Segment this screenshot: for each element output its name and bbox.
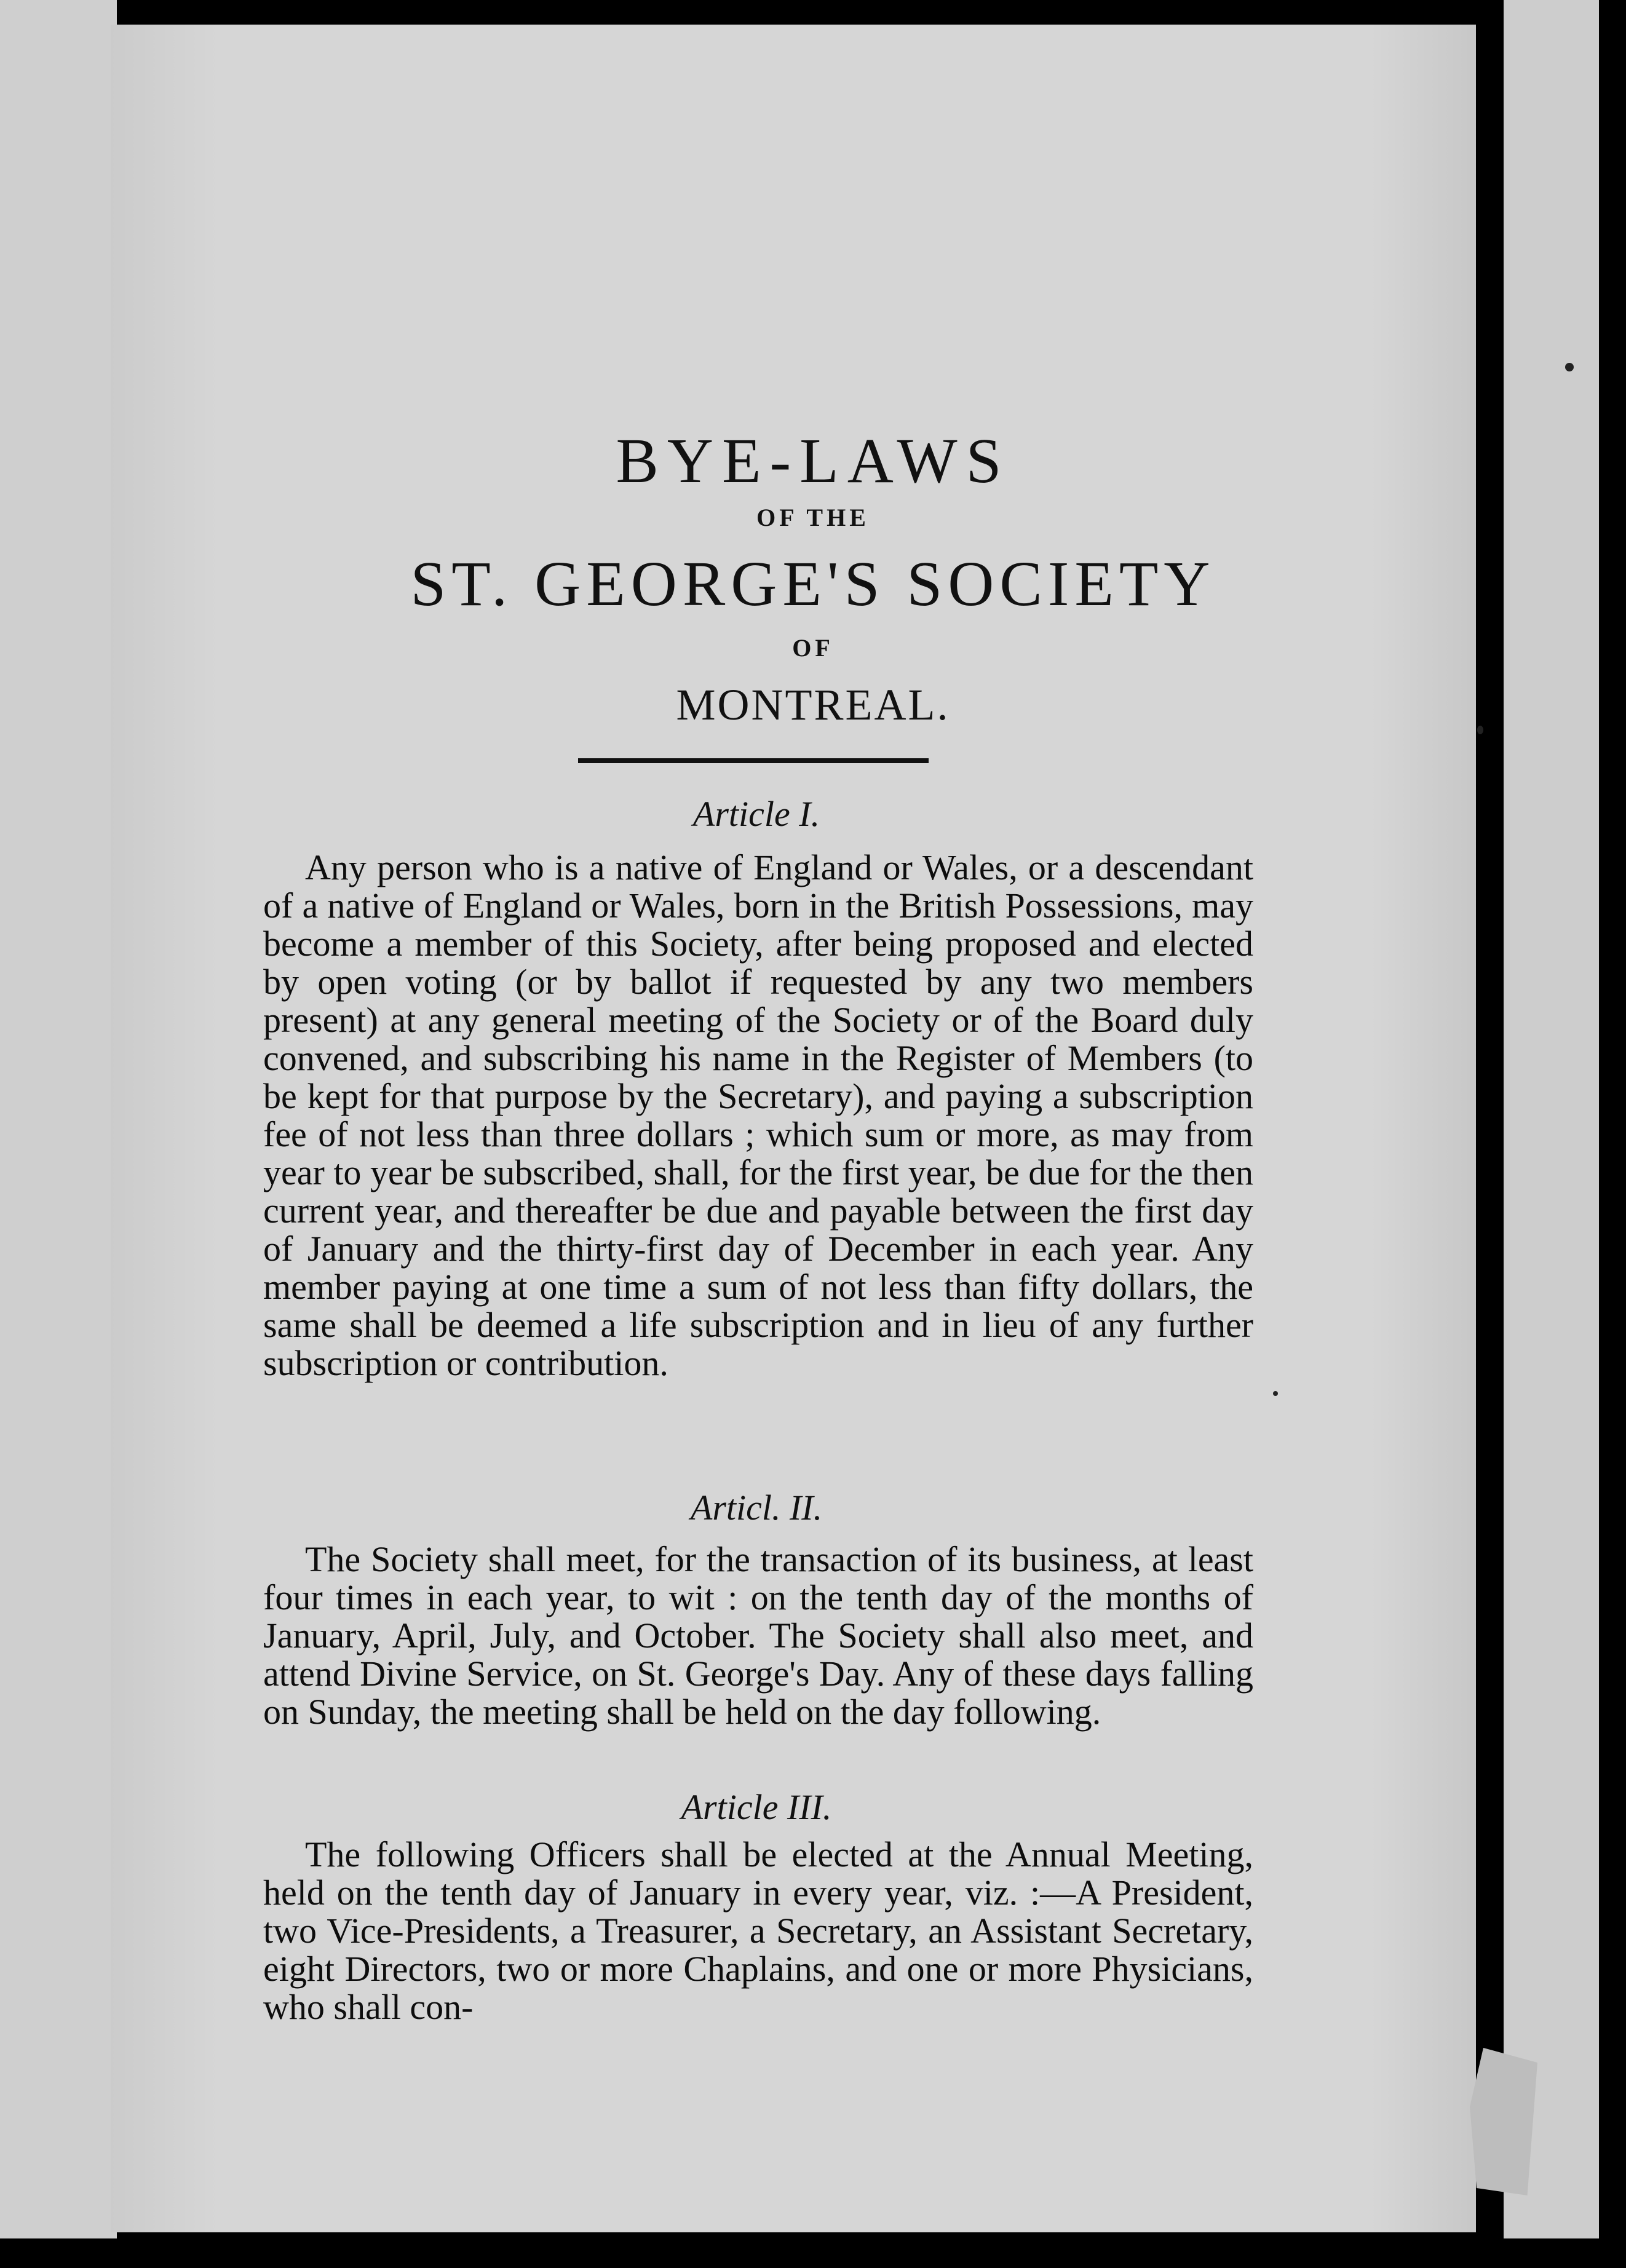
document-title: BYE-LAWS — [616, 426, 1010, 496]
article-text: The Society shall meet, for the transaction of its business, at least four times in each year, to wit : on the tenth day of the months of January, April, July, and October. The Society shall also meet, and attend Divine Service, on St. George's Day. Any of these days falling on Sunday, the meeting shall be held on the day following. — [263, 1539, 1253, 1732]
scan-speck — [1273, 1391, 1278, 1396]
city-name: MONTREAL. — [676, 680, 950, 729]
scan-speck — [1565, 363, 1574, 371]
article-text: The following Officers shall be elected at the Annual Meeting, held on the tenth day of January in every year, viz. :—A President, two Vice-Presidents, a Treasurer, a Secretary, an Assistant Secretary, eight Directors, two or more Chaplains, and one or more Physicians, who shall con- — [263, 1834, 1253, 2027]
left-page-edge — [0, 0, 117, 2238]
torn-corner — [1470, 2048, 1537, 2195]
article-heading: Articl. II. — [690, 1488, 823, 1528]
scan-speck — [1477, 726, 1483, 734]
title-of: OF — [792, 634, 834, 662]
adjacent-page-edge — [1504, 0, 1599, 2238]
article-heading: Article III. — [681, 1787, 832, 1827]
title-of-the: OF THE — [756, 504, 870, 531]
society-name: ST. GEORGE'S SOCIETY — [410, 549, 1216, 619]
title-rule — [578, 758, 929, 763]
book-spine — [1476, 0, 1504, 2268]
article-heading: Article I. — [692, 794, 820, 834]
article-text: Any person who is a native of England or Wales, or a descendant of a native of England or Wales, born in the British Possessions, may become a member of this Society, after being proposed and elected by open voting (or by ballot if requested by any two members present) at any general meeting of the Society or of the Board duly convened, and subscribing his name in the Register of Members (to be kept for that purpose by the Secretary), and paying a subscription fee of not less than three dollars ; which sum or more, as may from year to year be subscribed, shall, for the first year, be due for the then current year, and thereafter be due and payable between the first day of January and the thirty-first day of December in each year. Any member paying at one time a sum of not less than fifty dollars, the same shall be deemed a life subscription and in lieu of any further subscription or contribution. — [263, 847, 1253, 1383]
